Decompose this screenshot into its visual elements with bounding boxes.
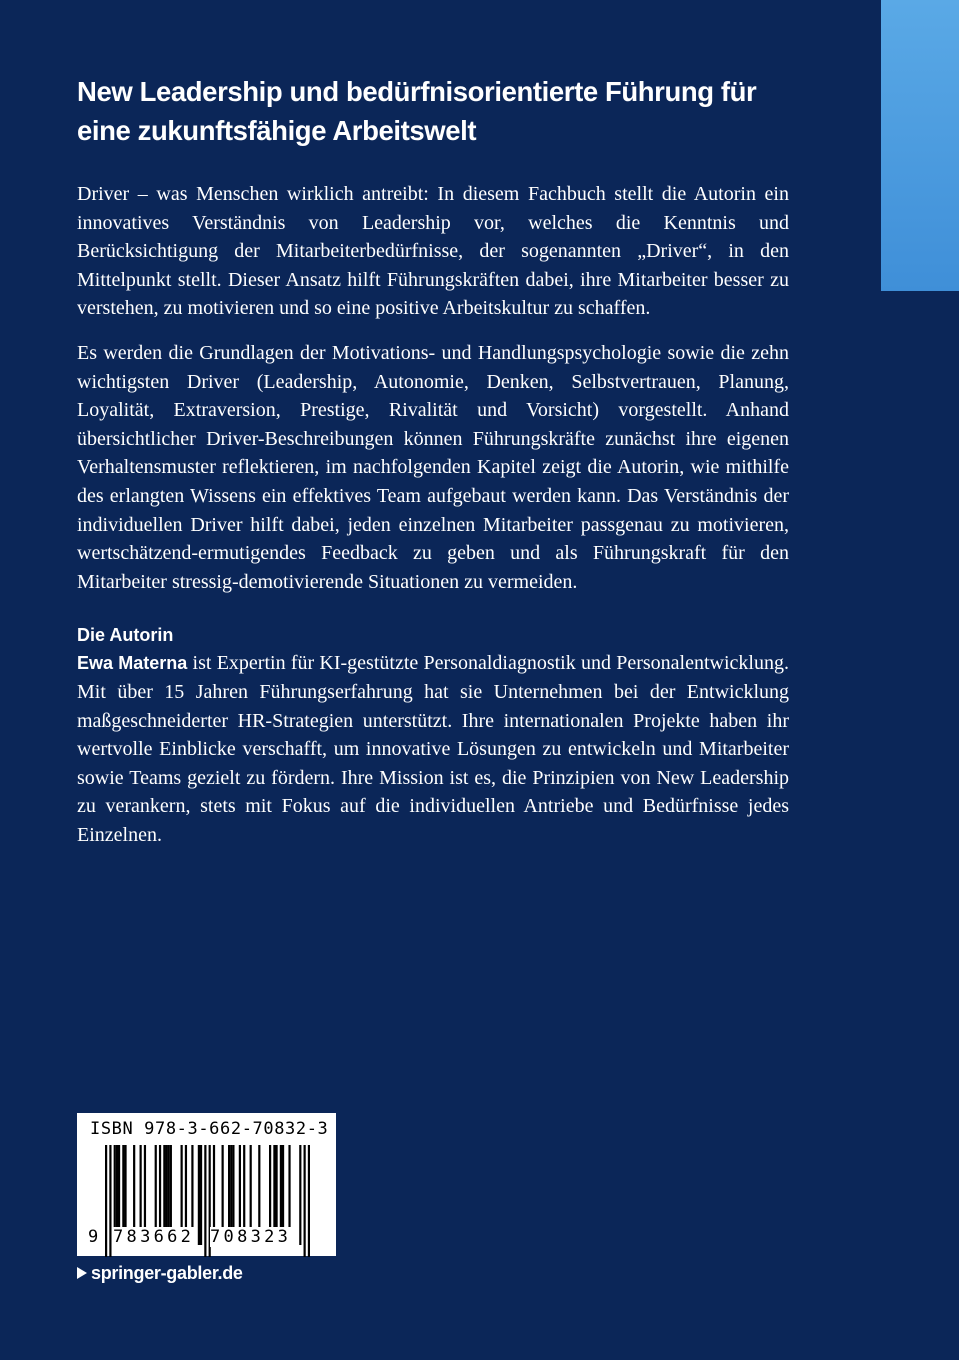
isbn-barcode — [77, 1113, 336, 1256]
publisher-website[interactable] — [77, 1260, 243, 1286]
headline: New Leadership und bedürfnisorientierte Führung für eine zukunftsfähige Arbeitswelt — [77, 76, 757, 146]
barcode-bar — [200, 1145, 202, 1245]
triangle-right-icon — [77, 1267, 87, 1279]
author-heading: Die Autorin — [77, 625, 174, 646]
isbn-label: ISBN 978-3-662-70832-3 — [90, 1119, 329, 1139]
barcode-bar — [308, 1145, 310, 1257]
barcode-left-digits: 783662 — [113, 1227, 195, 1247]
intro-paragraph: Driver – was Menschen wirklich antreibt: In diesem Fachbuch stellt die Autorin ein innovatives Verständnis von Leadership vor, welches die Kenntnis und Berücksichtigung der Mitarbeiterbedürfnisse, der sogenannten „Driver“, in den Mittelpunkt stellt. Dieser Ansatz hilft Führungskräften dabei, ihre Mitarbeiter besser zu verstehen, zu motivieren und so eine positive Arbeitskultur zu schaffen. — [77, 183, 789, 320]
author-bio-text: ist Expertin für KI-gestützte Personaldiagnostik und Personalentwicklung. Mit über 15 Jahren Führungserfahrung hat sie Unternehmen bei der Entwicklung maßgeschneiderter HR-Strategien unterstützt. Ihre internationalen Projekte haben ihr wertvolle Einblicke verschafft, um innovative Lösungen zu entwickeln und Mitarbeiter sowie Teams gezielt zu fördern. Ihre Mission ist es, die Prinzipien von New Leadership zu verankern, stets mit Fokus auf die individuellen Antriebe und Bedürfnisse jedes Einzelnen. — [77, 652, 789, 846]
barcode-bar — [198, 1145, 200, 1245]
back-cover-text — [77, 72, 789, 865]
barcode-bar — [105, 1145, 107, 1257]
barcode-bar — [109, 1145, 111, 1257]
barcode-bar — [299, 1145, 301, 1245]
website-link[interactable]: springer-gabler.de — [91, 1263, 243, 1283]
barcode-right-digits: 708323 — [210, 1227, 292, 1247]
author-bio — [77, 649, 789, 849]
accent-bar — [881, 0, 959, 291]
description-paragraph: Es werden die Grundlagen der Motivations- und Handlungspsychologie sowie die zehn wichtigsten Driver (Leadership, Autonomie, Denken, Selbstvertrauen, Planung, Loyalität, Extraversion, Prestige, Rivalität und Vorsicht) vorgestellt. Anhand übersichtlicher Driver-Beschreibungen können Führungskräfte zunächst ihre eigenen Verhaltensmuster reflektieren, im nachfolgenden Kapitel zeigt die Autorin, wie mithilfe des erlangten Wissens ein effektives Team aufgebaut werden kann. Das Verständnis der individuellen Driver hilft dabei, jeden einzelnen Mitarbeiter passgenau zu motivieren, wertschätzend-ermutigendes Feedback zu geben und als Führungskraft für den Mitarbeiter stressig-demotivierende Situationen zu vermeiden. — [77, 341, 789, 593]
barcode-bar — [304, 1145, 306, 1257]
barcode-bar — [204, 1145, 206, 1257]
author-name: Ewa Materna — [77, 653, 188, 674]
barcode-lead-digit: 9 — [88, 1227, 99, 1247]
